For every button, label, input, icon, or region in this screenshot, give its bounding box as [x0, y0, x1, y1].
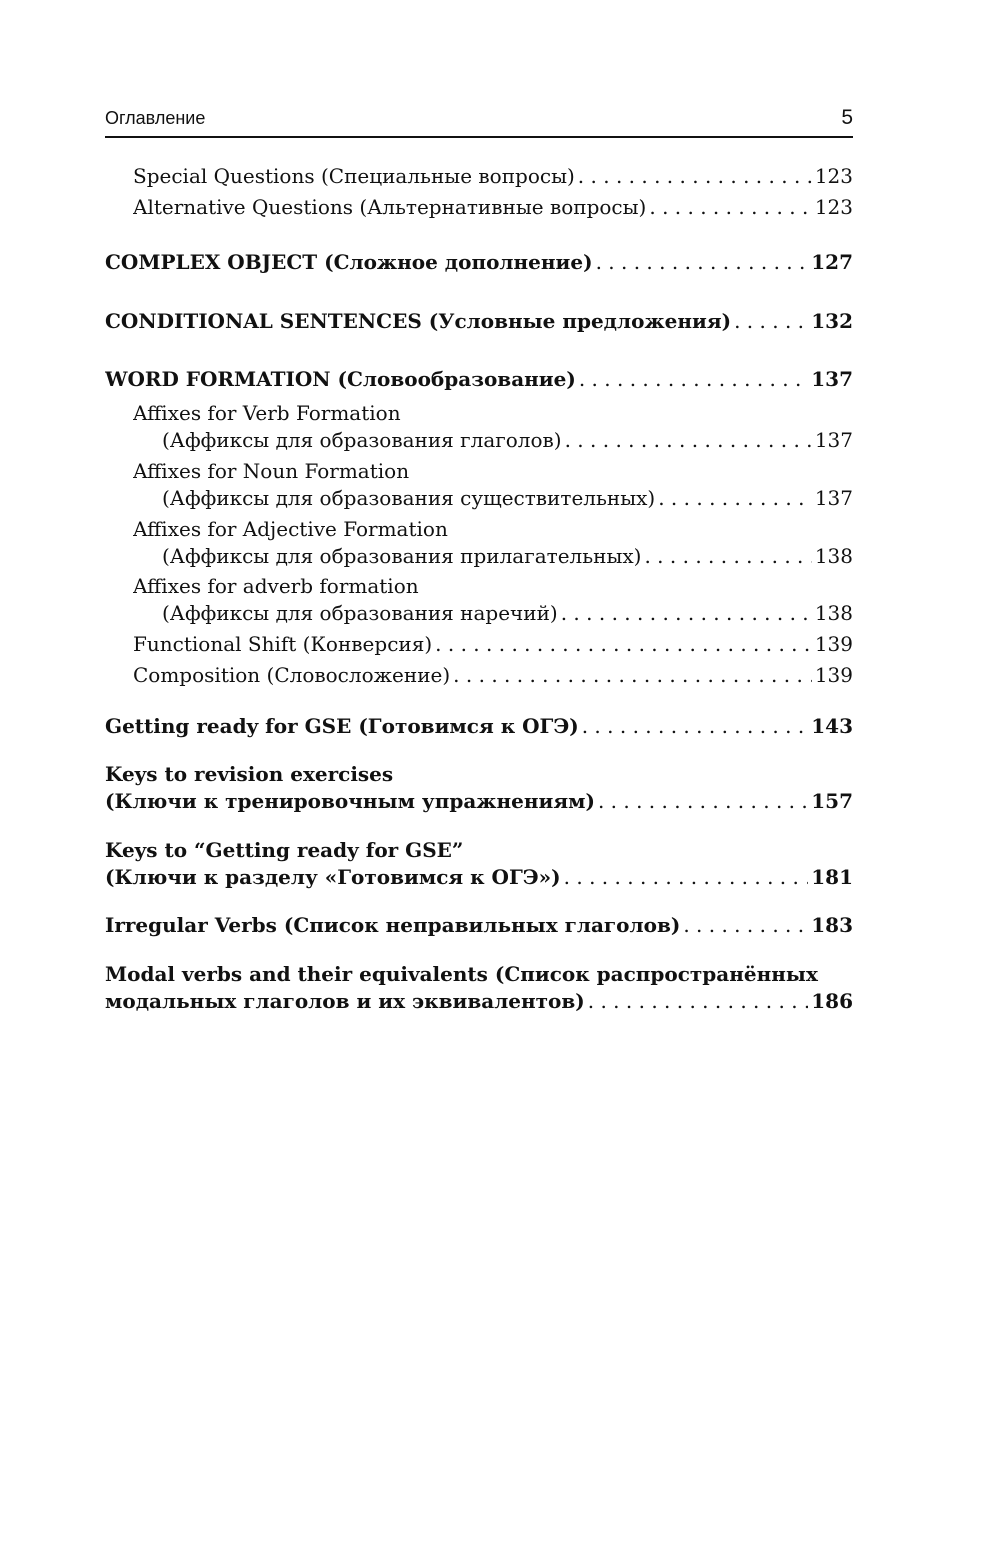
toc-entry-page: 123 [814, 195, 853, 219]
toc-entry-page: 137 [811, 367, 853, 391]
toc-entry-title: Affixes for adverb formation [133, 574, 419, 598]
toc-entry-title: Affixes for Verb Formation [133, 401, 401, 425]
toc-entry-adjective-formation-line2 [162, 541, 853, 571]
toc-entry-verb-formation-line1 [133, 398, 853, 428]
toc-entry-title: CONDITIONAL SENTENCES (Условные предложения) [105, 309, 732, 333]
toc-entry-noun-formation-line2 [162, 483, 853, 513]
toc-entry-conditional-sentences [105, 306, 853, 336]
toc-entry-page: 123 [814, 164, 853, 188]
toc-entry-page: 138 [814, 544, 853, 568]
toc-entry-title: Composition (Словосложение) [133, 663, 451, 687]
dot-leader [561, 598, 812, 628]
dot-leader [453, 660, 812, 690]
toc-entry-keys-revision-line2 [105, 786, 853, 816]
toc-entry-title: (Аффиксы для образования глаголов) [162, 428, 562, 452]
toc-entry-page: 137 [814, 486, 853, 510]
toc-entry-page: 143 [811, 714, 853, 738]
toc-entry-page: 139 [814, 663, 853, 687]
toc-entry-title: модальных глаголов и их эквивалентов) [105, 989, 585, 1013]
toc-entry-page: 181 [811, 865, 853, 889]
toc-entry-verb-formation-line2 [162, 425, 853, 455]
dot-leader [579, 364, 808, 394]
dot-leader [588, 986, 809, 1016]
toc-entry-modal-verbs-line2 [105, 986, 853, 1016]
toc-entry-page: 186 [811, 989, 853, 1013]
dot-leader [734, 306, 808, 336]
toc-entry-page: 137 [814, 428, 853, 452]
toc-entry-title: (Аффиксы для образования существительных) [162, 486, 656, 510]
toc-entry-title: Getting ready for GSE (Готовимся к ОГЭ) [105, 714, 579, 738]
toc-entry-adjective-formation-line1 [133, 514, 853, 544]
toc-entry-title: Affixes for Adjective Formation [133, 517, 448, 541]
toc-entry-page: 127 [811, 250, 853, 274]
toc-entry-alternative-questions [133, 192, 853, 222]
dot-leader [564, 862, 809, 892]
toc-entry-special-questions [133, 161, 853, 191]
toc-entry-title: (Аффиксы для образования прилагательных) [162, 544, 642, 568]
dot-leader [596, 247, 809, 277]
dot-leader [582, 711, 809, 741]
toc-entry-getting-ready [105, 711, 853, 741]
dot-leader [644, 541, 811, 571]
toc-entry-title: (Аффиксы для образования наречий) [162, 601, 558, 625]
toc-entry-noun-formation-line1 [133, 456, 853, 486]
toc-entry-title: WORD FORMATION (Словообразование) [105, 367, 576, 391]
toc-entry-page: 183 [811, 913, 853, 937]
toc-entry-page: 139 [814, 632, 853, 656]
toc-entry-title: (Ключи к разделу «Готовимся к ОГЭ») [105, 865, 561, 889]
toc-entry-complex-object [105, 247, 853, 277]
toc-entry-word-formation [105, 364, 853, 394]
dot-leader [565, 425, 812, 455]
toc-entry-title: Modal verbs and their equivalents (Список распространённых [105, 962, 818, 986]
toc-entry-modal-verbs-line1 [105, 959, 853, 989]
toc-entry-keys-revision-line1 [105, 759, 853, 789]
toc-entry-adverb-formation-line1 [133, 571, 853, 601]
toc-entry-adverb-formation-line2 [162, 598, 853, 628]
dot-leader [649, 192, 811, 222]
toc-entry-page: 138 [814, 601, 853, 625]
toc-entry-irregular-verbs [105, 910, 853, 940]
toc-entry-title: Alternative Questions (Альтернативные вопросы) [133, 195, 647, 219]
toc-entry-composition [133, 660, 853, 690]
toc-entry-title: Functional Shift (Конверсия) [133, 632, 433, 656]
dot-leader [683, 910, 808, 940]
toc-entry-keys-gse-line1 [105, 835, 853, 865]
dot-leader [578, 161, 812, 191]
dot-leader [598, 786, 808, 816]
page-number: 5 [841, 106, 853, 129]
toc-entry-title: (Ключи к тренировочным упражнениям) [105, 789, 595, 813]
toc-entry-page: 157 [811, 789, 853, 813]
dot-leader [658, 483, 812, 513]
toc-entry-title: Keys to revision exercises [105, 762, 394, 786]
toc-entry-title: Irregular Verbs (Список неправильных глаголов) [105, 913, 681, 937]
running-title: Оглавление [105, 108, 206, 128]
dot-leader [435, 629, 812, 659]
toc-entry-functional-shift [133, 629, 853, 659]
toc-entry-page: 132 [811, 309, 853, 333]
toc-entry-title: Keys to “Getting ready for GSE” [105, 838, 464, 862]
toc-entry-keys-gse-line2 [105, 862, 853, 892]
toc-entry-title: Special Questions (Специальные вопросы) [133, 164, 575, 188]
toc-entry-title: Affixes for Noun Formation [133, 459, 410, 483]
toc-entry-title: COMPLEX OBJECT (Сложное дополнение) [105, 250, 593, 274]
